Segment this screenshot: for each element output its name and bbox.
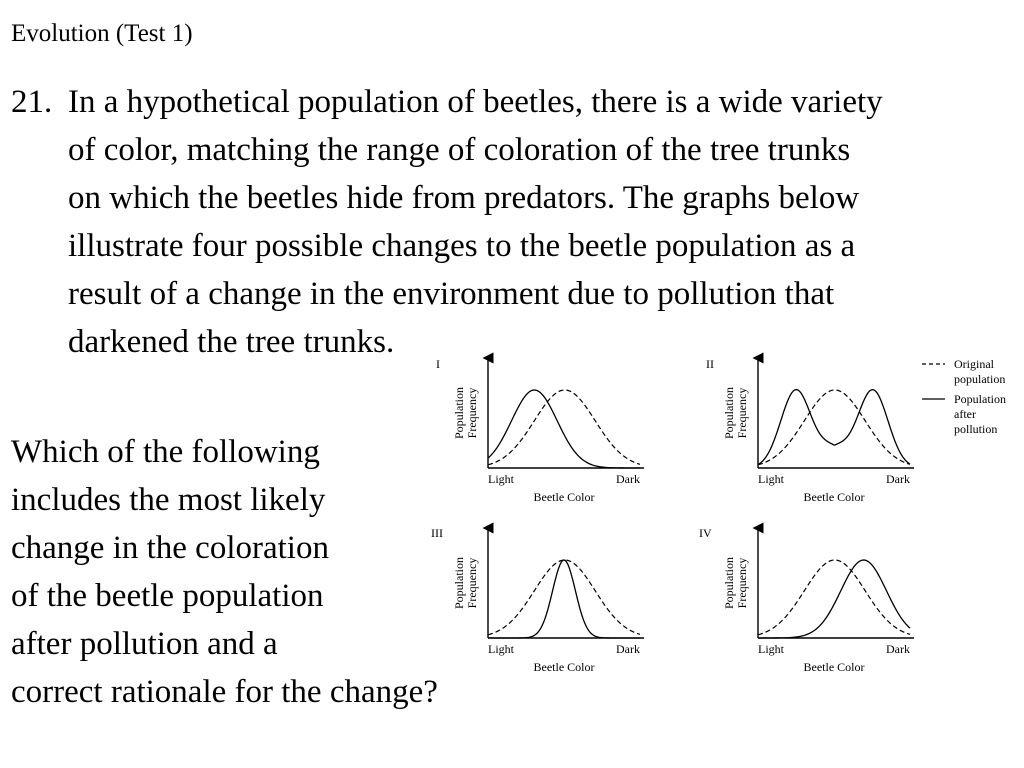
graph-panel [436,357,644,504]
legend-after-label: Population [954,392,1007,406]
panel-label: III [431,526,443,540]
series-population-after-pollution [758,560,910,638]
series-original-population [758,560,910,635]
graph-panel [706,357,914,504]
question-line: result of a change in the environment due to pollution that [68,276,835,312]
legend-original-label: Original [954,357,994,371]
y-axis-label: Frequency [465,557,479,609]
page-title: Evolution (Test 1) [11,20,193,47]
x-tick-label-light: Light [488,642,514,656]
x-axis-label: Beetle Color [803,660,865,674]
x-tick-label-light: Light [488,472,514,486]
series-population-after-pollution [488,390,640,468]
question-line: In a hypothetical population of beetles, there is a wide variety [68,84,883,120]
prompt-line: includes the most likely [11,482,326,518]
question-line: on which the beetles hide from predators. The graphs below [68,180,860,216]
series-population-after-pollution [758,390,910,465]
legend [922,357,1006,436]
y-axis-label: Frequency [735,557,749,609]
x-tick-label-dark: Dark [616,642,640,656]
x-axis-label: Beetle Color [533,490,595,504]
legend-after-label: after [954,407,976,421]
y-axis-label: Frequency [735,387,749,439]
x-axis-label: Beetle Color [803,490,865,504]
panel-label: II [706,357,714,371]
x-tick-label-dark: Dark [886,642,910,656]
prompt-line: correct rationale for the change? [11,674,438,710]
y-axis-label: Population [452,556,466,610]
graph-panel [431,526,644,674]
series-original-population [488,560,640,635]
y-axis-label: Population [722,386,736,440]
legend-after-label: pollution [954,422,998,436]
prompt-line: of the beetle population [11,578,324,614]
series-original-population [758,390,910,465]
panel-label: I [436,357,440,371]
series-original-population [488,390,640,465]
question-line: darkened the tree trunks. [68,324,395,360]
question-number: 21. [11,84,53,120]
x-tick-label-light: Light [758,642,784,656]
prompt-line: change in the coloration [11,530,329,566]
prompt-line: after pollution and a [11,626,278,662]
x-tick-label-light: Light [758,472,784,486]
panel-label: IV [699,526,712,540]
series-population-after-pollution [488,560,640,638]
y-axis-label: Population [452,386,466,440]
question-line: illustrate four possible changes to the beetle population as a [68,228,856,264]
x-tick-label-dark: Dark [886,472,910,486]
y-axis-label: Frequency [465,387,479,439]
x-tick-label-dark: Dark [616,472,640,486]
prompt-line: Which of the following [11,434,320,470]
y-axis-label: Population [722,556,736,610]
legend-original-label: population [954,372,1006,386]
question-line: of color, matching the range of coloration of the tree trunks [68,132,851,168]
graph-panel [699,526,914,674]
x-axis-label: Beetle Color [533,660,595,674]
